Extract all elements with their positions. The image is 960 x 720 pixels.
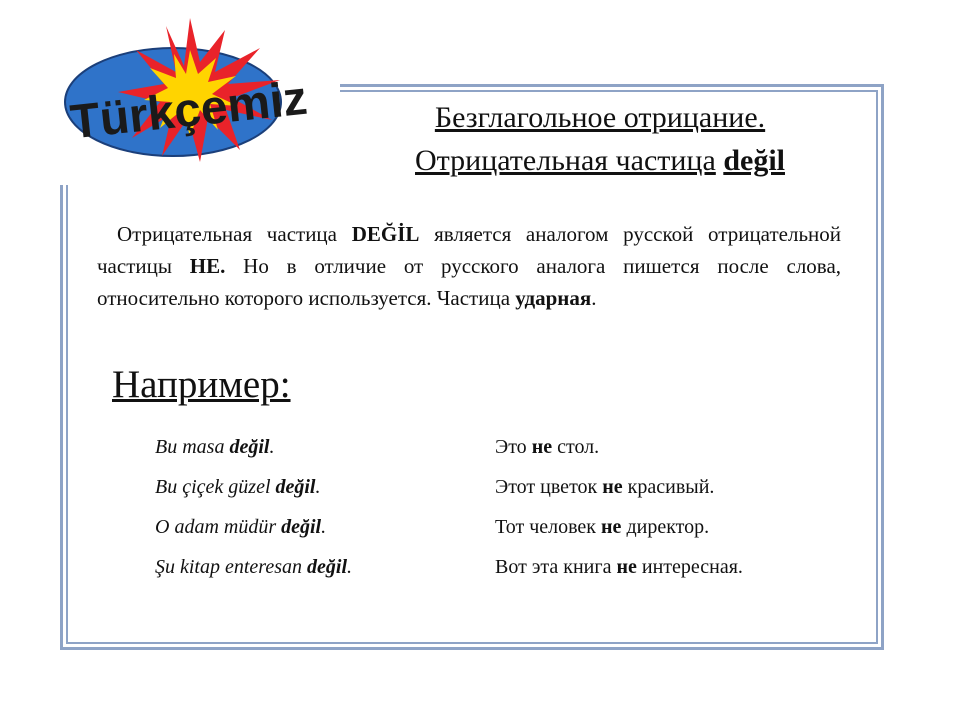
russian-translation: Это не стол. bbox=[495, 436, 600, 458]
intro-text-4: . bbox=[591, 286, 597, 310]
turkish-sentence: Şu kitap enteresan değil. bbox=[155, 556, 353, 578]
russian-translation: Этот цветок не красивый. bbox=[495, 476, 715, 498]
intro-keyword-degil: DEĞİL bbox=[351, 222, 420, 246]
intro-text-3: Но в отличие от русского аналога пишется после слова, относительно которого используется. Частица bbox=[97, 254, 842, 310]
intro-paragraph bbox=[97, 218, 841, 314]
example-row bbox=[155, 476, 855, 516]
example-row bbox=[155, 556, 855, 596]
russian-translation: Тот человек не директор. bbox=[495, 516, 710, 538]
title-line-1: Безглагольное отрицание. bbox=[434, 101, 766, 134]
slide-title bbox=[340, 96, 860, 182]
turkish-sentence: Bu çiçek güzel değil. bbox=[155, 476, 321, 498]
example-row bbox=[155, 436, 855, 476]
russian-translation: Вот эта книга не интересная. bbox=[495, 556, 743, 578]
intro-text-2: является аналогом русской отрицательной частицы bbox=[97, 222, 841, 278]
title-line-2: Отрицательная частица bbox=[415, 144, 716, 177]
title-keyword: değil bbox=[723, 144, 785, 177]
turkcemiz-logo bbox=[40, 10, 330, 180]
turkish-sentence: Bu masa değil. bbox=[155, 436, 275, 458]
turkish-sentence: O adam müdür değil. bbox=[155, 516, 327, 538]
examples-heading: Например: bbox=[112, 363, 291, 406]
intro-keyword-ne: НЕ. bbox=[189, 254, 226, 278]
intro-text-1: Отрицательная частица bbox=[117, 222, 337, 246]
example-row bbox=[155, 516, 855, 556]
examples-list bbox=[155, 436, 855, 596]
intro-keyword-stressed: ударная bbox=[515, 286, 592, 310]
logo-wordmark: Türkçemiz bbox=[68, 71, 310, 150]
